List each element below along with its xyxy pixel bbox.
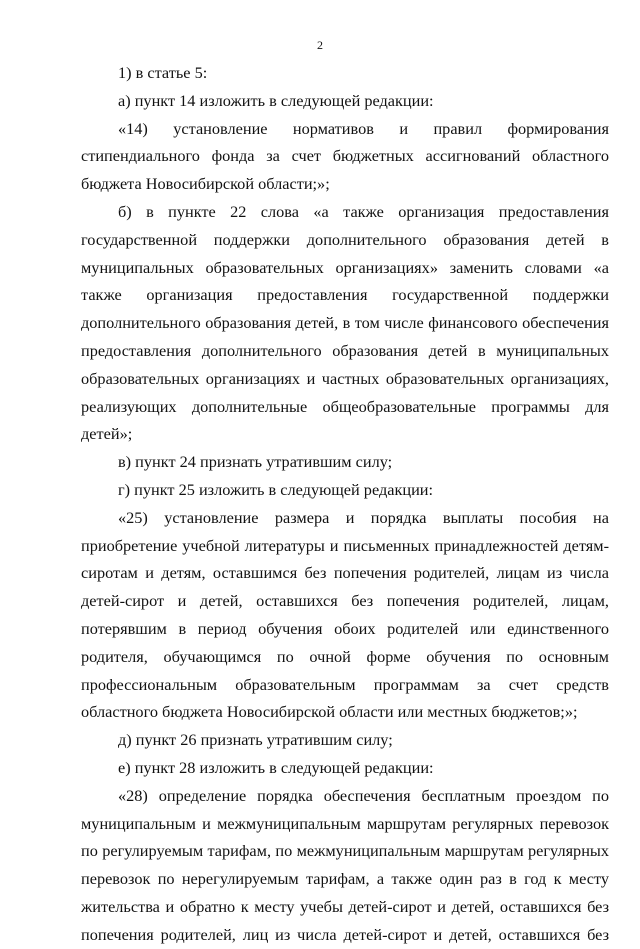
page-number: 2 bbox=[317, 38, 323, 52]
paragraph-point-14-text: «14) установление нормативов и правил формирования стипендиального фонда за счет бюджетных ассигнований областного бюджета Новосибирской области;»; bbox=[81, 118, 609, 194]
paragraph-item-v: в) пункт 24 признать утратившим силу; bbox=[118, 452, 393, 472]
paragraph-item-g: г) пункт 25 изложить в следующей редакции: bbox=[118, 479, 434, 499]
paragraph-article-5: 1) в статье 5: bbox=[118, 63, 208, 82]
paragraph-point-25-text: «25) установление размера и порядка выплаты пособия на приобретение учебной литературы и письменных принадлежностей детям-сиротам и детям, оставшимся без попечения родителей, лицам из числа детей-сирот и детей, оставшихся без попечения родителей, лицам, потерявшим в период обучения обоих родителей или единственного родителя, обучающимся по очной форме обучения по основным профессиональным образовательным программам за счет средств областного бюджета Новосибирской области или местных бюджетов;»; bbox=[81, 507, 609, 722]
paragraph-point-28-text: «28) определение порядка обеспечения бесплатным проездом по муниципальным и межмуниципальным маршрутам регулярных перевозок по регулируемым тарифам, по межмуниципальным маршрутам регулярных перевозок по нерегулируемым тарифам, а также один раз в год к месту жительства и обратно к месту учебы детей-сирот и детей, оставшихся без попечения родителей, лиц из числа детей-сирот и детей, оставшихся без bbox=[81, 785, 609, 944]
paragraph-item-b: б) в пункте 22 слова «а также организация предоставления государственной поддержки дополнительного образования детей в муниципальных образовательных организациях» заменить словами «а также организация предоставления государственной поддержки дополнительного образования детей, в том числе финансового обеспечения предоставления дополнительного образования детей в муниципальных образовательных организациях и частных образовательных организациях, реализующих дополнительные общеобразовательные программы для детей»; bbox=[81, 201, 609, 444]
paragraph-item-d: д) пункт 26 признать утратившим силу; bbox=[118, 730, 393, 750]
document-body bbox=[81, 59, 609, 949]
paragraph-item-a: а) пункт 14 изложить в следующей редакции: bbox=[118, 90, 434, 110]
paragraph-item-e: е) пункт 28 изложить в следующей редакции: bbox=[118, 757, 434, 777]
